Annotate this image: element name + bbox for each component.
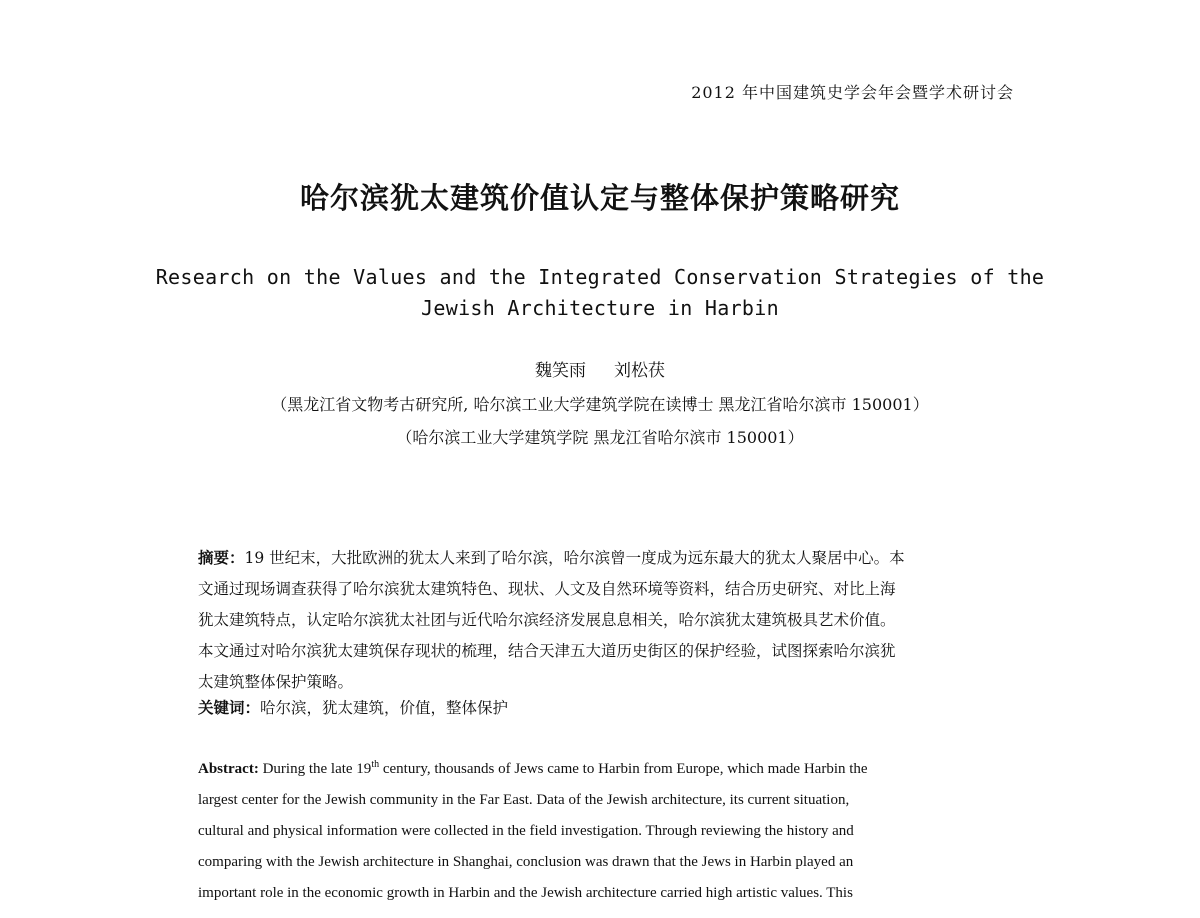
title-chinese: 哈尔滨犹太建筑价值认定与整体保护策略研究 bbox=[299, 181, 900, 215]
title-english bbox=[0, 262, 1200, 324]
abstract-english-line: important role in the economic growth in Harbin and the Jewish architecture carried high artistic values. This bbox=[198, 885, 853, 901]
abstract-english-line bbox=[198, 754, 1018, 785]
keywords-text: 哈尔滨，犹太建筑，价值，整体保护 bbox=[260, 699, 509, 717]
abstract-english-text: century, thousands of Jews came to Harbin from Europe, which made Harbin the bbox=[379, 761, 868, 777]
author-name: 刘松茯 bbox=[614, 361, 665, 381]
keywords-label: 关键词： bbox=[198, 698, 261, 717]
keywords-chinese bbox=[198, 696, 508, 718]
conference-header: 2012 年中国建筑史学会年会暨学术研讨会 bbox=[691, 83, 1014, 102]
author-names bbox=[0, 356, 1200, 381]
abstract-chinese-line: 太建筑整体保护策略。 bbox=[198, 673, 354, 691]
abstract-chinese-line bbox=[198, 542, 1013, 574]
abstract-english-text: During the late 19 bbox=[262, 761, 372, 777]
abstract-chinese-line: 犹太建筑特点，认定哈尔滨犹太社团与近代哈尔滨经济发展息息相关，哈尔滨犹太建筑极具艺术价值。 bbox=[198, 611, 896, 629]
abstract-english-line: largest center for the Jewish community in the Far East. Data of the Jewish architecture, its current situation, bbox=[198, 792, 850, 808]
title-english-line: Jewish Architecture in Harbin bbox=[421, 296, 779, 320]
abstract-chinese-label: 摘要： bbox=[198, 548, 245, 567]
affiliation: （哈尔滨工业大学建筑学院 黑龙江省哈尔滨市 150001） bbox=[396, 428, 804, 447]
abstract-chinese-text: 19 世纪末，大批欧洲的犹太人来到了哈尔滨，哈尔滨曾一度成为远东最大的犹太人聚居中心。本 bbox=[244, 549, 905, 567]
abstract-chinese-line: 文通过现场调查获得了哈尔滨犹太建筑特色、现状、人文及自然环境等资料，结合历史研究、对比上海 bbox=[198, 580, 896, 598]
abstract-chinese-line: 本文通过对哈尔滨犹太建筑保存现状的梳理，结合天津五大道历史街区的保护经验，试图探索哈尔滨犹 bbox=[198, 642, 896, 660]
abstract-english-line: comparing with the Jewish architecture in Shanghai, conclusion was drawn that the Jews in Harbin played an bbox=[198, 854, 854, 870]
affiliation: （黑龙江省文物考古研究所, 哈尔滨工业大学建筑学院在读博士 黑龙江省哈尔滨市 150001） bbox=[271, 395, 929, 414]
title-english-line: Research on the Values and the Integrated Conservation Strategies of the bbox=[155, 265, 1045, 289]
author-name: 魏笑雨 bbox=[535, 361, 586, 381]
abstract-chinese bbox=[198, 542, 1013, 698]
ordinal-superscript: th bbox=[371, 759, 380, 770]
abstract-english-label: Abstract: bbox=[198, 761, 259, 777]
abstract-english bbox=[198, 754, 1018, 909]
abstract-english-line: cultural and physical information were collected in the field investigation. Through reviewing the history and bbox=[198, 823, 854, 839]
